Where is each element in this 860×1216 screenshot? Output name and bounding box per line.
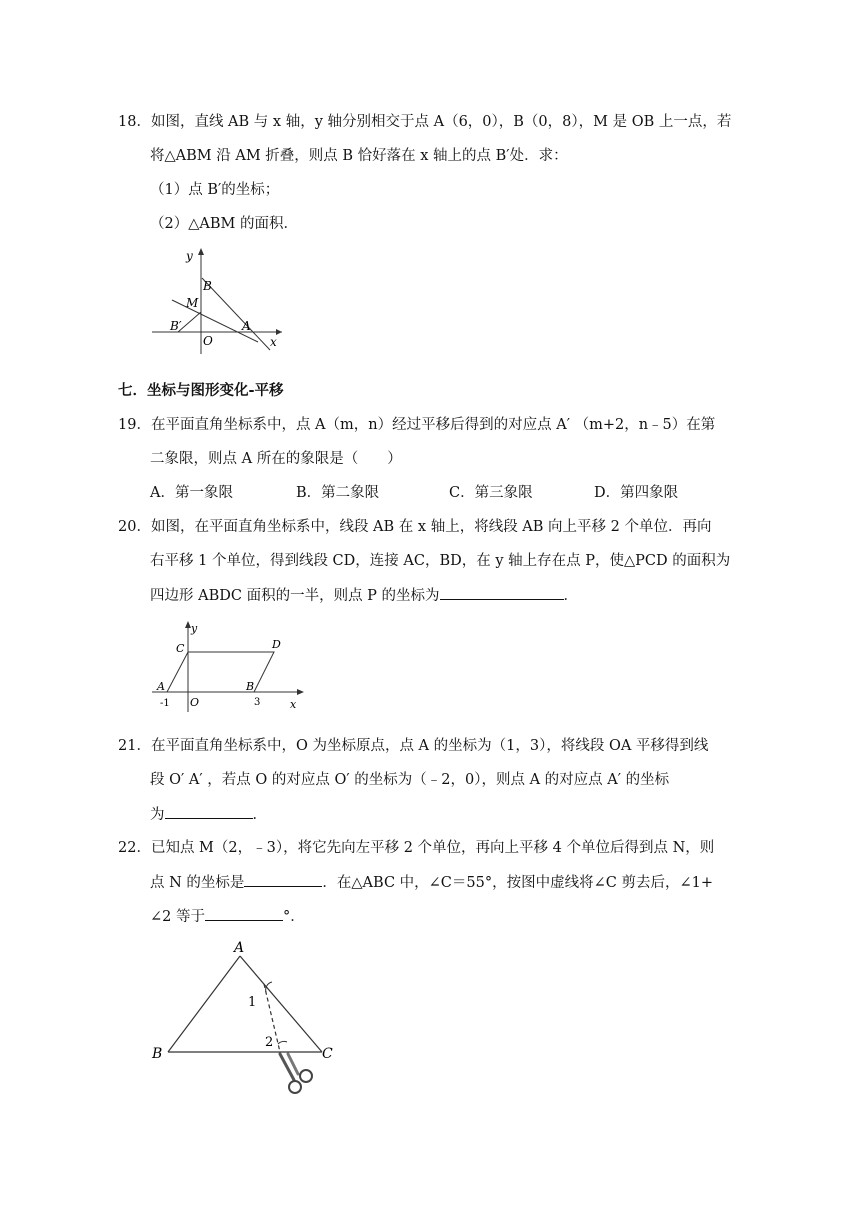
q22-line3-text: ∠2 等于 — [150, 909, 205, 925]
label-b: B — [246, 680, 255, 693]
label-a: A — [242, 319, 251, 333]
q22-line1: 22．已知点 M（2，﹣3），将它先向左平移 2 个单位，再向上平移 4 个单位后得到点 N，则 — [118, 840, 715, 856]
q18-sub1: （1）点 B′的坐标； — [150, 182, 280, 198]
q22-line2 — [150, 872, 713, 893]
q22-line2-rest: ．在△ABC 中，∠C＝55°，按图中虚线将∠C 剪去后，∠1+ — [322, 875, 713, 891]
q19-option-b: B．第二象限 — [296, 485, 380, 501]
q21-answer-blank[interactable] — [165, 804, 253, 819]
label-b: B — [152, 1046, 163, 1062]
q19-option-d: D．第四象限 — [594, 485, 679, 501]
label-m: M — [186, 296, 199, 310]
q20-line3-end: ． — [563, 588, 579, 604]
label-y: y — [191, 622, 198, 635]
q22-line2-text: 点 N 的坐标是 — [150, 875, 245, 891]
label-bprime: B′ — [170, 319, 182, 333]
q20-line3 — [150, 585, 578, 606]
q21-line3 — [150, 804, 267, 825]
label-y: y — [186, 249, 193, 263]
q19-line1: 19．在平面直角坐标系中，点 A（m，n）经过平移后得到的对应点 A′ （m+2，n﹣5）在第 — [118, 417, 716, 433]
side-ab — [168, 956, 240, 1052]
scissors-icon — [280, 1054, 312, 1093]
q18-line2: 将△ABM 沿 AM 折叠，则点 B 恰好落在 x 轴上的点 B′处．求： — [150, 148, 568, 164]
q20-line3-text: 四边形 ABDC 面积的一半，则点 P 的坐标为 — [150, 588, 440, 604]
label-angle-1: 1 — [248, 995, 257, 1010]
q22-answer-blank-1[interactable] — [244, 872, 322, 887]
q22-answer-blank-2[interactable] — [205, 906, 283, 921]
q20-answer-blank[interactable] — [440, 585, 564, 600]
q22-line3-end: °． — [282, 909, 305, 925]
label-neg1: -1 — [160, 698, 170, 709]
label-o: O — [190, 696, 200, 709]
angle-2-arc — [278, 1041, 287, 1044]
q19-option-c: C．第三象限 — [449, 485, 533, 501]
q22-line3 — [150, 906, 305, 927]
label-3: 3 — [254, 697, 261, 708]
q19-option-a: A．第一象限 — [150, 485, 233, 501]
label-a: A — [234, 940, 245, 956]
q21-line3-text: 为 — [150, 807, 165, 823]
q18-line1: 18．如图，直线 AB 与 x 轴，y 轴分别相交于点 A（6，0），B（0，8），M 是 OB 上一点，若 — [118, 114, 732, 130]
label-a: A — [157, 680, 165, 693]
x-axis-arrow — [297, 689, 304, 695]
label-d: D — [272, 638, 281, 651]
q18-figure — [148, 244, 284, 356]
label-x: x — [290, 698, 297, 711]
parallelogram-abdc — [167, 652, 274, 692]
y-axis-arrow — [198, 248, 204, 255]
label-b: B — [203, 279, 212, 293]
label-c: C — [176, 642, 185, 655]
q18-sub2: （2）△ABM 的面积． — [150, 216, 298, 232]
x-axis-arrow — [276, 329, 282, 335]
label-x: x — [270, 335, 277, 349]
q20-line2: 右平移 1 个单位，得到线段 CD，连接 AC，BD，在 y 轴上存在点 P，使△PCD 的面积为 — [150, 553, 731, 569]
label-angle-2: 2 — [265, 1035, 274, 1050]
q19-line2: 二象限，则点 A 所在的象限是（ ） — [150, 451, 402, 467]
q20-figure — [150, 618, 308, 714]
label-o: O — [203, 334, 213, 348]
section-title: 七．坐标与图形变化-平移 — [118, 382, 284, 399]
label-c: C — [322, 1046, 333, 1062]
q22-figure — [148, 934, 338, 1098]
q21-line1: 21．在平面直角坐标系中，O 为坐标原点，点 A 的坐标为（1，3），将线段 OA 平移得到线 — [118, 738, 709, 754]
q20-line1: 20．如图，在平面直角坐标系中，线段 AB 在 x 轴上，将线段 AB 向上平移 2 个单位．再向 — [118, 519, 712, 535]
q21-line2: 段 O′ A′ ，若点 O 的对应点 O′ 的坐标为（﹣2，0），则点 A 的对应点 A′ 的坐标 — [150, 772, 670, 788]
q21-line3-end: ． — [252, 807, 267, 823]
